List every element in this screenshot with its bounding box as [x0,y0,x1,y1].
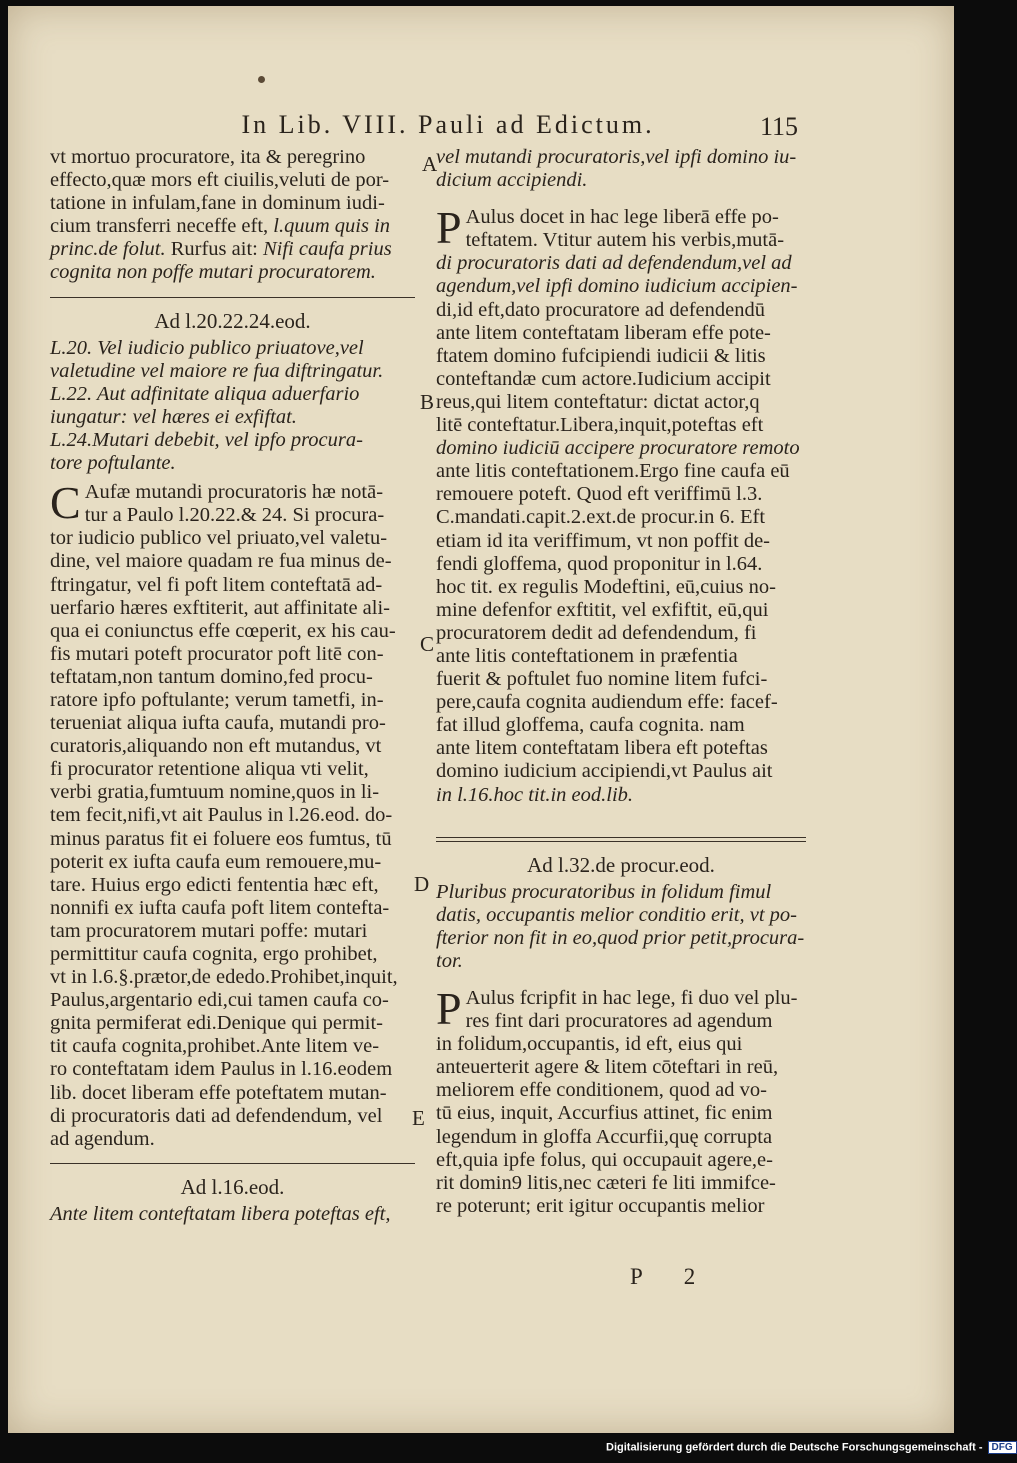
text-line: Aufæ mutandi procuratoris hæ notā- [84,481,384,504]
law-text-line: iungatur: vel hæres ei exfiftat. [50,405,297,428]
law-text-line: L.22. Aut adfinitate aliqua aduerfario [50,382,360,405]
text-line: di procuratoris dati ad defendendum,vel ad [436,252,792,275]
text-line: teftatam,non tantum domino,fed procu- [50,665,373,688]
law-text-line: tor. [436,949,463,972]
text-line: fat illud gloffema, caufa cognita. nam [436,714,745,737]
text-line: teftatem. Vtitur autem his verbis,mutā- [465,229,785,252]
law-text-line: datis, occupantis melior conditio erit, vt po- [436,903,797,926]
text-line: di procuratoris dati ad defendendum, vel [50,1104,383,1127]
law-text-line: vel mutandi procuratoris,vel ipfi domino iu- [436,146,797,168]
text-line: mine defenfor exftitit, vel exfiftit, eū,qui [436,598,769,621]
text-line: ftringatur, vel fi poft litem conteftatā ad- [50,573,383,596]
text-line: nonnifi ex iufta caufa poft litem contefta- [50,896,390,919]
text-line: tit caufa cognita,prohibet.Ante litem ve- [50,1035,380,1058]
running-title: In Lib. VIII. Pauli ad Edictum. [241,110,655,139]
text-line: etiam id ita veriffimum, vt non poffit de- [436,529,771,552]
text-line: remouere poteft. Quod eft veriffimū l.3. [436,483,763,506]
left-column [50,146,415,1226]
text-line: in l.16.hoc tit.in eod.lib. [436,783,634,806]
text-line: rit domin9 litis,nec cæteri fe liti immifce- [436,1171,776,1194]
text-line: tū eius, inquit, Accurfius attinet, fic enim [436,1102,773,1125]
law-text-line: L.20. Vel iudicio publico priuatove,vel [50,336,364,359]
text-line: poterit ex iufta caufa eum remouere,mu- [50,850,382,873]
text-line: vt mortuo procuratore, ita & peregrino [50,146,366,168]
text-line: lib. docet liberam effe poteftatem mutan- [50,1081,387,1104]
section-divider [50,1163,415,1164]
text-line: ante litem conteftatam liberam effe pote- [436,321,771,344]
commentary-block [436,202,806,806]
text-line: ante litis conteftationem.Ergo fine caufa eū [436,460,790,483]
text-line: uerfario hæres exftiterit, aut affinitate ali- [50,596,391,619]
margin-marker-e: E [412,1106,425,1130]
text-line: eft,quia ipfe folus, qui occupauit agere,e- [436,1148,773,1171]
text-line: qua ei coniunctus effe cœperit, ex his cau- [50,619,396,642]
law-text-line: fterior non fit in eo,quod prior petit,procura- [436,926,805,949]
law-text-line: tore poftulante. [50,452,176,475]
text-line: Paulus,argentario edi,cui tamen caufa co- [50,989,389,1012]
text-line: conteftandæ cum actore.Iudicium accipit [436,367,771,390]
section-heading: Ad l.32.de procur.eod. [527,852,715,877]
text-line: ante litis conteftationem in præfentia [436,644,738,667]
law-text-line: L.24.Mutari debebit, vel ipfo procura- [50,428,363,451]
text-line: fi procurator retentione aliqua vti velit, [50,758,369,781]
margin-marker-b: B [420,390,435,414]
text-line: curatoris,aliquando non eft mutandus, vt [50,735,382,758]
text-line: effecto,quæ mors eft ciuilis,veluti de por- [50,169,390,192]
page-number: 115 [760,112,799,141]
funding-footer [606,1441,1017,1454]
text-line: in folidum,occupantis, id eft, eius qui [436,1033,743,1056]
text-line: di,id eft,dato procuratore ad defendendū [436,298,766,321]
drop-cap: P [436,202,462,254]
margin-marker-c: C [420,632,435,656]
text-line: vt in l.6.§.prætor,de ededo.Prohibet,inquit, [50,966,398,989]
text-line: princ.de folut. Rurfus ait: Nifi caufa prius [50,238,392,261]
commentary-block [50,477,415,1151]
text-line: ratore ipfo poftulante; verum tametfi, in- [50,688,384,711]
text-line: tur a Paulo l.20.22.& 24. Si procura- [84,504,385,527]
drop-cap: C [50,477,81,529]
law-text-line: dicium accipiendi. [436,169,588,192]
text-line: cognita non poffe mutari procuratorem. [50,261,376,284]
text-line: agendum,vel ipfi domino iudicium accipien- [436,275,798,298]
text-line: legendum in gloffa Accurfii,quę corrupta [436,1125,773,1148]
text-line: fis mutari poteft procurator poft litē con- [50,642,384,665]
margin-marker-a: A [422,152,438,176]
text-line: anteuerterit agere & litem cōteftari in reū, [436,1056,779,1079]
text-line: ftatem domino fufcipiendi iudicii & litis [436,344,766,367]
book-page [8,6,954,1433]
text-line: res fint dari procuratores ad agendum [465,1010,773,1033]
section-heading: Ad l.16.eod. [180,1174,285,1199]
text-line: domino iudiciū accipere procuratore remoto [436,437,800,460]
citation: princ.de folut. [50,238,166,261]
law-text-line: valetudine vel maiore re fua diftringatur. [50,359,384,382]
section-divider [436,837,806,842]
text-line: hoc tit. ex regulis Modeftini, eū,cuius no- [436,575,776,598]
law-text-line: Pluribus procuratoribus in folidum fimul [436,880,772,903]
ink-dot-ornament [258,76,265,83]
text-line: reus,qui litem conteftatur: dictat actor,q [436,390,760,413]
text-line: verbi gratia,fumtuum nomine,quos in li- [50,781,380,804]
text-line: fuerit & poftulet fuo nomine litem fufci- [436,668,768,691]
text-line: procuratorem dedit ad defendendum, fi [436,621,757,644]
drop-cap: P [436,983,462,1034]
section-divider [50,297,415,298]
text-line: ro conteftatam idem Paulus in l.16.eodem [50,1058,393,1081]
text-line: tare. Huius ergo edicti fententia hæc eft, [50,873,379,896]
text-line: cium transferri neceffe eft, l.quum quis in [50,215,391,238]
signature-mark: P 2 [630,1264,714,1289]
text-line: Aulus fcripfit in hac lege, fi duo vel plu- [465,987,798,1009]
dfg-logo: DFG [988,1441,1017,1454]
text-line: gnita permiferat edi.Denique qui permit- [50,1012,384,1035]
text-line: permittitur caufa cognita, ergo prohibet, [50,943,378,965]
text-line: fendi gloffema, quod proponitur in l.64. [436,552,763,575]
text-line: meliorem effe conditionem, quod ad vo- [436,1079,767,1102]
text-line: dine, vel maiore quadam re fua minus de- [50,550,392,573]
footer-text: Digitalisierung gefördert durch die Deutsche Forschungsgemeinschaft - [606,1441,983,1454]
text-line: ante litem conteftatam libera eft poteftas [436,737,768,760]
text-line: re poterunt; erit igitur occupantis melior [436,1194,765,1217]
text-line: tam procuratorem mutari poffe: mutari [50,919,368,942]
citation: l.quum quis in [273,215,391,238]
commentary-block [436,983,806,1218]
text-line: tor iudicio publico vel priuato,vel valetu- [50,527,388,550]
section-heading: Ad l.20.22.24.eod. [154,308,311,333]
margin-marker-d: D [414,872,430,896]
text-line: ad agendum. [50,1127,155,1150]
text-line: C.mandati.capit.2.ext.de procur.in 6. Eft [436,506,766,529]
text-line: terueniat aliqua iufta caufa, mutandi pro- [50,712,386,735]
quotation: Nifi caufa prius [262,238,392,261]
text-line: minus paratus fit ei foluere eos fumtus, tū [50,827,392,850]
text-line: litē conteftatur.Libera,inquit,poteftas eft [436,414,764,437]
law-text-line: Ante litem conteftatam libera poteftas eft, [50,1202,391,1225]
text-line: tatione in infulam,fane in dominum iudi- [50,192,385,215]
text-line: Aulus docet in hac lege liberā effe po- [465,206,779,229]
text-line: domino iudicium accipiendi,vt Paulus ait [436,760,773,783]
right-column [436,146,806,1218]
text-line: pere,caufa cognita audiendum effe: facef- [436,691,778,714]
text-line: tem fecit,nifi,vt ait Paulus in l.26.eod. do- [50,804,393,827]
